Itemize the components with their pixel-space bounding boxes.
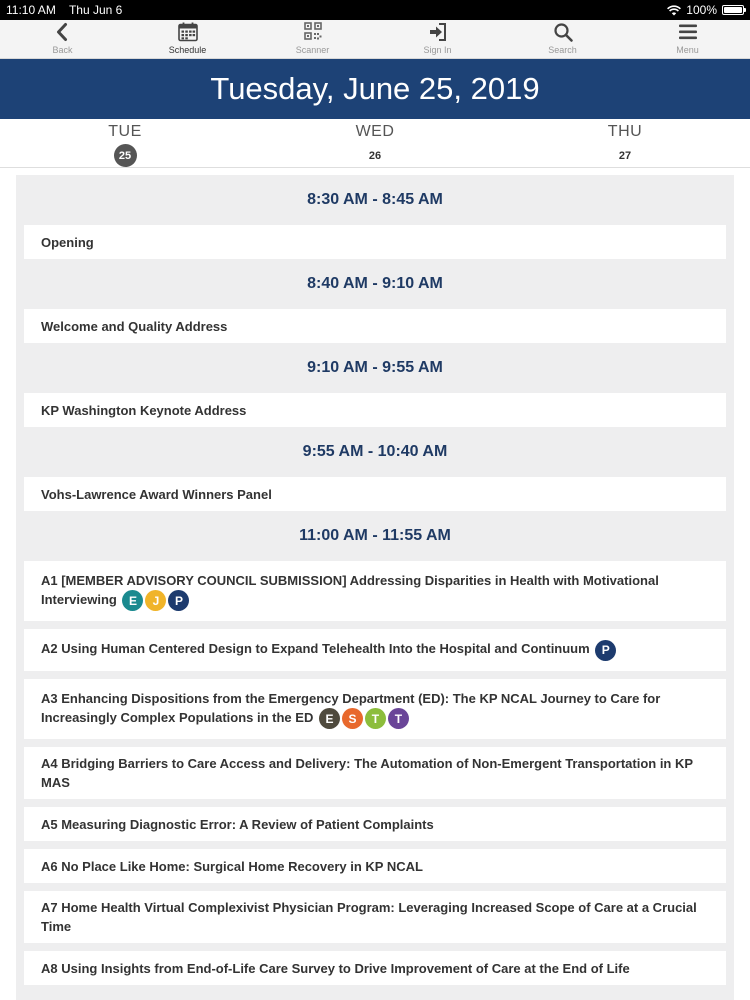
session-title: A5 Measuring Diagnostic Error: A Review of Patient Complaints <box>41 816 434 832</box>
status-time: 11:10 AM <box>6 3 56 17</box>
session-title: A2 Using Human Centered Design to Expand Telehealth Into the Hospital and Continuum <box>41 641 590 657</box>
search-label: Search <box>548 45 577 55</box>
schedule-button[interactable] <box>125 20 250 58</box>
track-badge: P <box>168 590 189 611</box>
wifi-icon <box>667 5 681 16</box>
session-title: A8 Using Insights from End-of-Life Care Survey to Drive Improvement of Care at the End of Life <box>41 960 630 976</box>
day-name: TUE <box>108 123 142 140</box>
battery-icon <box>722 5 744 15</box>
track-badge: E <box>122 590 143 611</box>
back-button[interactable] <box>0 20 125 58</box>
day-tab-wed[interactable] <box>250 119 500 167</box>
status-date: Thu Jun 6 <box>68 3 123 17</box>
session-title: A4 Bridging Barriers to Care Access and Delivery: The Automation of Non-Emergent Transportation in KP MAS <box>41 756 693 790</box>
track-badge: P <box>595 640 616 661</box>
search-button[interactable] <box>500 20 625 58</box>
track-badge: T <box>388 708 409 729</box>
date-header <box>0 59 750 119</box>
sign-in-icon <box>427 21 449 43</box>
session-item[interactable] <box>24 561 726 621</box>
day-number: 27 <box>618 149 632 162</box>
session-title: Welcome and Quality Address <box>41 318 228 334</box>
page-title: Tuesday, June 25, 2019 <box>210 71 540 106</box>
session-item[interactable] <box>24 807 726 841</box>
schedule-list[interactable] <box>16 175 734 1000</box>
chevron-left-icon <box>52 21 74 43</box>
session-item[interactable] <box>24 951 726 985</box>
session-item[interactable] <box>24 629 726 671</box>
session-item[interactable] <box>24 393 726 427</box>
session-title: A1 [MEMBER ADVISORY COUNCIL SUBMISSION] Addressing Disparities in Health with Motivational Interviewing <box>41 572 659 607</box>
track-badge: J <box>145 590 166 611</box>
calendar-icon <box>177 21 199 43</box>
session-title: Vohs-Lawrence Award Winners Panel <box>41 486 272 502</box>
top-toolbar <box>0 20 750 59</box>
track-badge: E <box>319 708 340 729</box>
time-slot-header: 9:55 AM - 10:40 AM <box>302 443 448 460</box>
battery-level <box>724 7 742 13</box>
session-item[interactable] <box>24 849 726 883</box>
scanner-button[interactable] <box>250 20 375 58</box>
session-title: KP Washington Keynote Address <box>41 402 247 418</box>
day-name: THU <box>607 123 643 140</box>
session-item[interactable] <box>24 309 726 343</box>
session-item[interactable] <box>24 225 726 259</box>
back-label: Back <box>52 45 73 55</box>
day-number: 25 <box>114 144 137 167</box>
schedule-label: Schedule <box>168 45 207 55</box>
status-bar <box>0 0 750 20</box>
menu-label: Menu <box>676 45 699 55</box>
sign-in-button[interactable] <box>375 20 500 58</box>
time-slot-header: 8:30 AM - 8:45 AM <box>307 191 443 208</box>
session-title: A3 Enhancing Dispositions from the Emergency Department (ED): The KP NCAL Journey to Care for Increasingly Complex Populations in the ED <box>41 690 661 725</box>
session-title: A6 No Place Like Home: Surgical Home Recovery in KP NCAL <box>41 858 423 874</box>
session-title: A7 Home Health Virtual Complexivist Physician Program: Leveraging Increased Scope of Care at a Crucial Time <box>41 900 697 934</box>
menu-button[interactable] <box>625 20 750 58</box>
sign-in-label: Sign In <box>423 45 452 55</box>
track-badge: S <box>342 708 363 729</box>
menu-icon <box>677 21 699 43</box>
time-slot-header: 9:10 AM - 9:55 AM <box>307 359 443 376</box>
time-slot-header: 11:00 AM - 11:55 AM <box>299 527 451 544</box>
track-badge: T <box>365 708 386 729</box>
scanner-label: Scanner <box>295 45 330 55</box>
session-item[interactable] <box>24 679 726 739</box>
day-tab-tue[interactable] <box>0 119 250 167</box>
time-slot-header: 8:40 AM - 9:10 AM <box>307 275 443 292</box>
day-number: 26 <box>368 149 382 162</box>
search-icon <box>552 21 574 43</box>
day-tab-thu[interactable] <box>500 119 750 167</box>
qr-code-icon <box>302 21 324 43</box>
day-tabs <box>0 119 750 168</box>
session-item[interactable] <box>24 747 726 799</box>
session-title: Opening <box>41 234 94 250</box>
day-name: WED <box>355 123 395 140</box>
session-item[interactable] <box>24 477 726 511</box>
session-item[interactable] <box>24 891 726 943</box>
battery-percent: 100% <box>686 3 717 17</box>
